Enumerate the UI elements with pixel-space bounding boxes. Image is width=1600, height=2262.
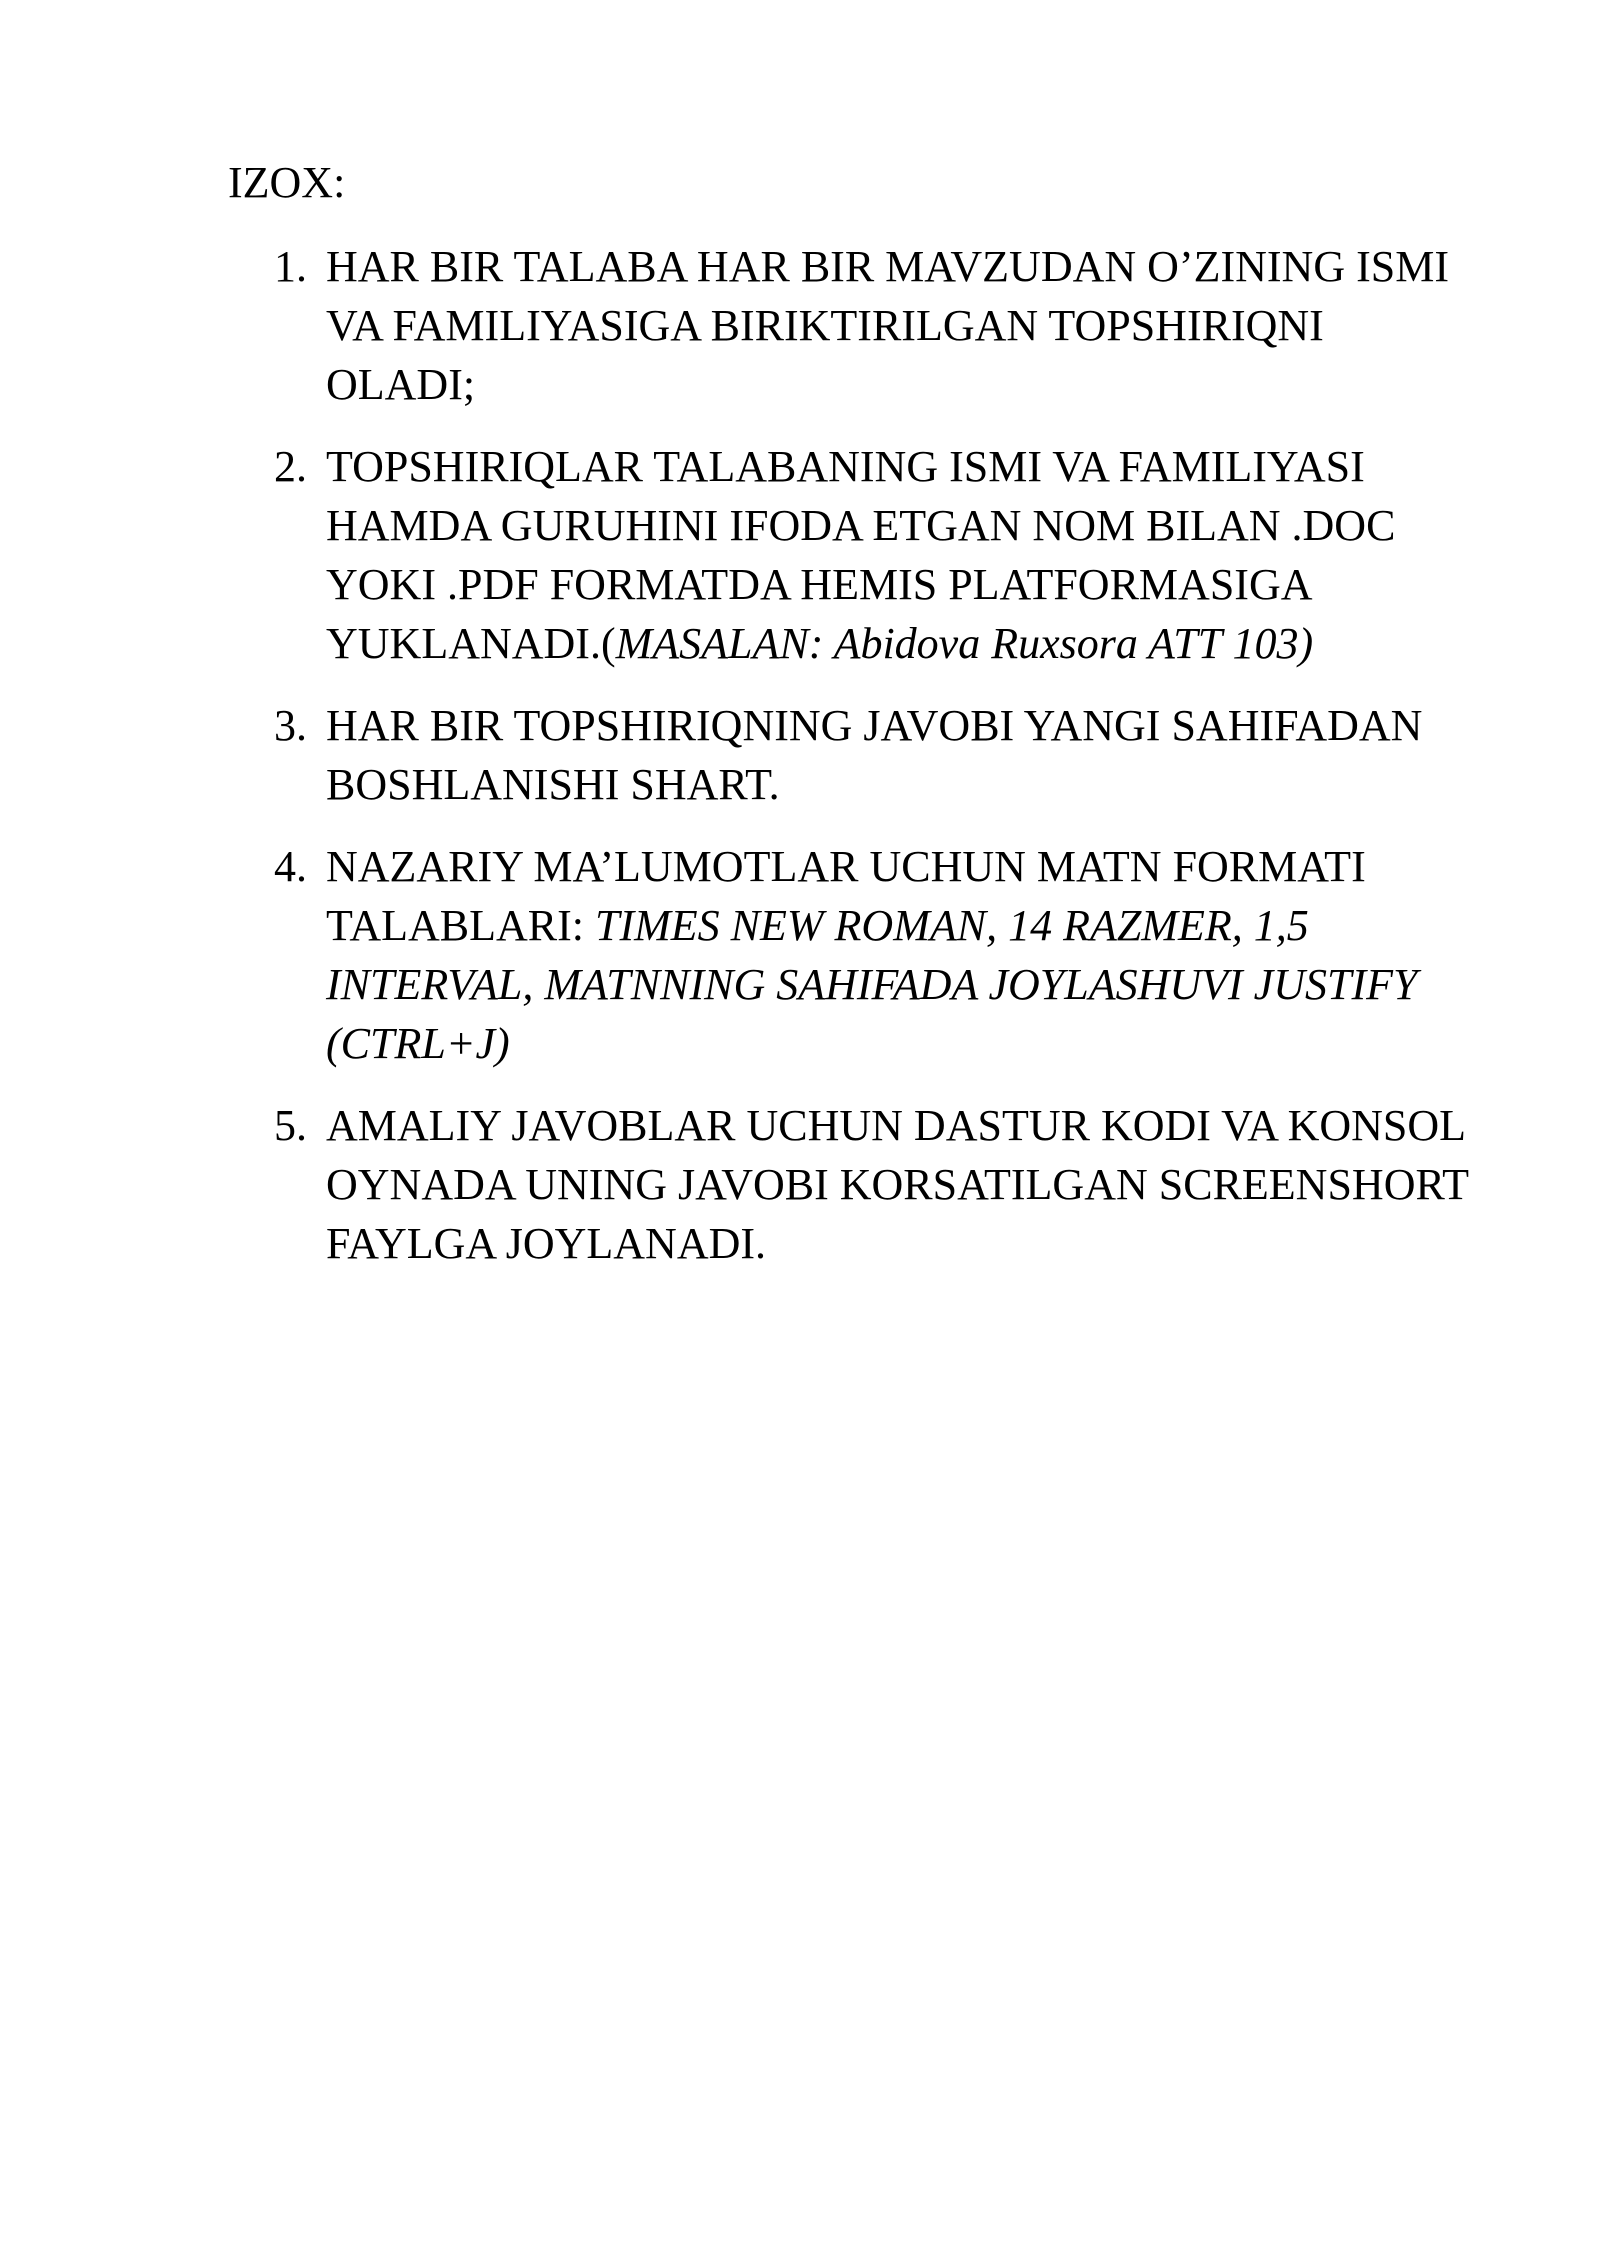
note-item-1 bbox=[0, 237, 1600, 414]
notes-list bbox=[0, 237, 1600, 1296]
filename-example: MASALAN: Abidova Ruxsora ATT 103) bbox=[615, 619, 1314, 668]
note-text bbox=[326, 237, 1476, 414]
note-item-5 bbox=[0, 1096, 1600, 1273]
note-text bbox=[326, 696, 1476, 814]
note-number: 4. bbox=[274, 842, 307, 891]
note-item-4 bbox=[0, 837, 1600, 1073]
note-item-3 bbox=[0, 696, 1600, 814]
notes-heading: IZOX: bbox=[228, 158, 346, 207]
format-requirements: TIMES NEW ROMAN, 14 RAZMER, 1,5 INTERVAL, MATNNING SAHIFADA JOYLASHUVI JUSTIFY (CTRL+J) bbox=[326, 901, 1418, 1068]
note-number: 5. bbox=[274, 1101, 307, 1150]
note-text bbox=[326, 837, 1476, 1073]
note-number: 1. bbox=[274, 242, 307, 291]
note-text-body: HAR BIR TOPSHIRIQNING JAVOBI YANGI SAHIFADAN BOSHLANISHI SHART. bbox=[326, 701, 1423, 809]
note-text bbox=[326, 437, 1476, 673]
note-text-body: AMALIY JAVOBLAR UCHUN DASTUR KODI VA KONSOL OYNADA UNING JAVOBI KORSATILGAN SCREENSHORT FAYLGA JOYLANADI. bbox=[326, 1101, 1469, 1268]
note-number: 2. bbox=[274, 442, 307, 491]
note-item-2 bbox=[0, 437, 1600, 673]
note-text-body: HAR BIR TALABA HAR BIR MAVZUDAN O’ZINING ISMI VA FAMILIYASIGA BIRIKTIRILGAN TOPSHIRIQNI OLADI; bbox=[326, 242, 1449, 409]
note-text-body: TOPSHIRIQLAR TALABANING ISMI VA FAMILIYASI HAMDA GURUHINI IFODA ETGAN NOM BILAN .DOC YOKI .PDF FORMATDA HEMIS PLATFORMASIGA YUKLANADI.( bbox=[326, 442, 1396, 668]
note-number: 3. bbox=[274, 701, 307, 750]
note-text-body: NAZARIY MA’LUMOTLAR UCHUN MATN FORMATI TALABLARI: bbox=[326, 842, 1366, 950]
note-text bbox=[326, 1096, 1476, 1273]
